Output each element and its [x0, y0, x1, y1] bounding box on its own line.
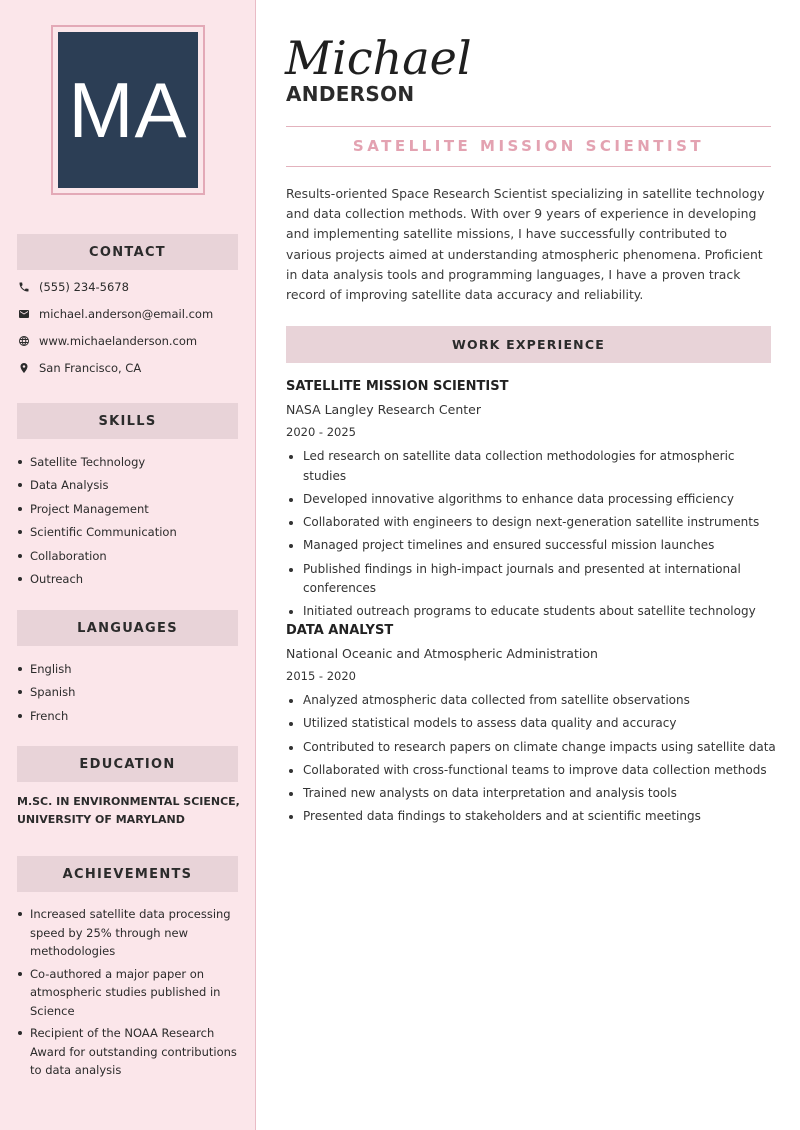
- education-heading: EDUCATION: [17, 746, 238, 782]
- contact-location: [17, 361, 141, 375]
- skill-item: Collaboration: [17, 548, 241, 571]
- language-item: Spanish: [17, 684, 241, 707]
- job-bullet: Managed project timelines and ensured successful mission launches: [286, 536, 776, 556]
- title-rule-bottom: [286, 166, 771, 167]
- languages-list: [17, 661, 241, 731]
- job-bullet: Utilized statistical models to assess data quality and accuracy: [286, 714, 776, 734]
- job-role: DATA ANALYST: [286, 623, 394, 638]
- achievement-item: Increased satellite data processing speed by 25% through new methodologies: [17, 905, 241, 961]
- skill-item: Scientific Communication: [17, 524, 241, 547]
- achievement-item: Co-authored a major paper on atmospheric studies published in Science: [17, 965, 241, 1021]
- work-experience-heading: WORK EXPERIENCE: [286, 326, 771, 363]
- globe-icon: [17, 334, 31, 348]
- job-bullet: Analyzed atmospheric data collected from satellite observations: [286, 691, 776, 711]
- job-bullet: Published findings in high-impact journals and presented at international conferences: [286, 560, 776, 599]
- skill-item: Satellite Technology: [17, 454, 241, 477]
- job-bullet: Trained new analysts on data interpretation and analysis tools: [286, 784, 776, 804]
- summary-text: Results-oriented Space Research Scientist specializing in satellite technology and data collection methods. With over 9 years of experience in developing and implementing satellite missions, I have successfully contributed to various projects aimed at understanding atmospheric phenomena. Proficient in data analysis tools and programming languages, I have a proven track record of improving satellite data accuracy and reliability.: [286, 186, 765, 303]
- job-bullets: [286, 447, 776, 626]
- job-bullet: Initiated outreach programs to educate students about satellite technology: [286, 602, 776, 622]
- contact-website[interactable]: [17, 334, 197, 348]
- achievement-item: Recipient of the NOAA Research Award for outstanding contributions to data analysis: [17, 1024, 241, 1080]
- skills-list: [17, 454, 241, 594]
- website-text: www.michaelanderson.com: [39, 334, 198, 348]
- job-bullet: Collaborated with cross-functional teams to improve data collection methods: [286, 761, 776, 781]
- skill-item: Project Management: [17, 501, 241, 524]
- last-name: ANDERSON: [286, 82, 415, 106]
- mail-icon: [17, 307, 31, 321]
- contact-heading: CONTACT: [17, 234, 238, 270]
- languages-heading: LANGUAGES: [17, 610, 238, 646]
- language-item: English: [17, 661, 241, 684]
- job-organization: NASA Langley Research Center: [286, 402, 481, 417]
- first-name: Michael: [285, 31, 472, 85]
- education-entry: [17, 793, 247, 829]
- achievements-list: [17, 905, 241, 1084]
- job-role: SATELLITE MISSION SCIENTIST: [286, 379, 509, 394]
- job-bullets: [286, 691, 776, 831]
- title-rule-top: [286, 126, 771, 127]
- phone-icon: [17, 280, 31, 294]
- job-title: SATELLITE MISSION SCIENTIST: [352, 137, 705, 155]
- email-text: michael.anderson@email.com: [39, 307, 214, 321]
- monogram-initials: MA: [58, 32, 198, 188]
- contact-email[interactable]: [17, 307, 213, 321]
- job-bullet: Developed innovative algorithms to enhance data processing efficiency: [286, 490, 776, 510]
- job-bullet: Contributed to research papers on climate change impacts using satellite data: [286, 738, 776, 758]
- education-degree: M.SC. IN ENVIRONMENTAL SCIENCE,: [17, 795, 240, 808]
- job-bullet: Led research on satellite data collection methodologies for atmospheric studies: [286, 447, 776, 486]
- job-organization: National Oceanic and Atmospheric Administration: [286, 646, 598, 661]
- job-bullet: Presented data findings to stakeholders and at scientific meetings: [286, 807, 776, 827]
- location-text: San Francisco, CA: [39, 361, 142, 375]
- location-pin-icon: [17, 361, 31, 375]
- skills-heading: SKILLS: [17, 403, 238, 439]
- sidebar: [0, 0, 256, 1130]
- language-item: French: [17, 708, 241, 731]
- job-bullet: Collaborated with engineers to design next-generation satellite instruments: [286, 513, 776, 533]
- achievements-heading: ACHIEVEMENTS: [17, 856, 238, 892]
- contact-phone[interactable]: [17, 280, 129, 294]
- monogram-frame: [51, 25, 205, 195]
- phone-text: (555) 234-5678: [39, 280, 129, 294]
- job-dates: 2015 - 2020: [286, 669, 356, 683]
- skill-item: Data Analysis: [17, 477, 241, 500]
- skill-item: Outreach: [17, 571, 241, 594]
- job-dates: 2020 - 2025: [286, 425, 356, 439]
- education-school: UNIVERSITY OF MARYLAND: [17, 813, 185, 826]
